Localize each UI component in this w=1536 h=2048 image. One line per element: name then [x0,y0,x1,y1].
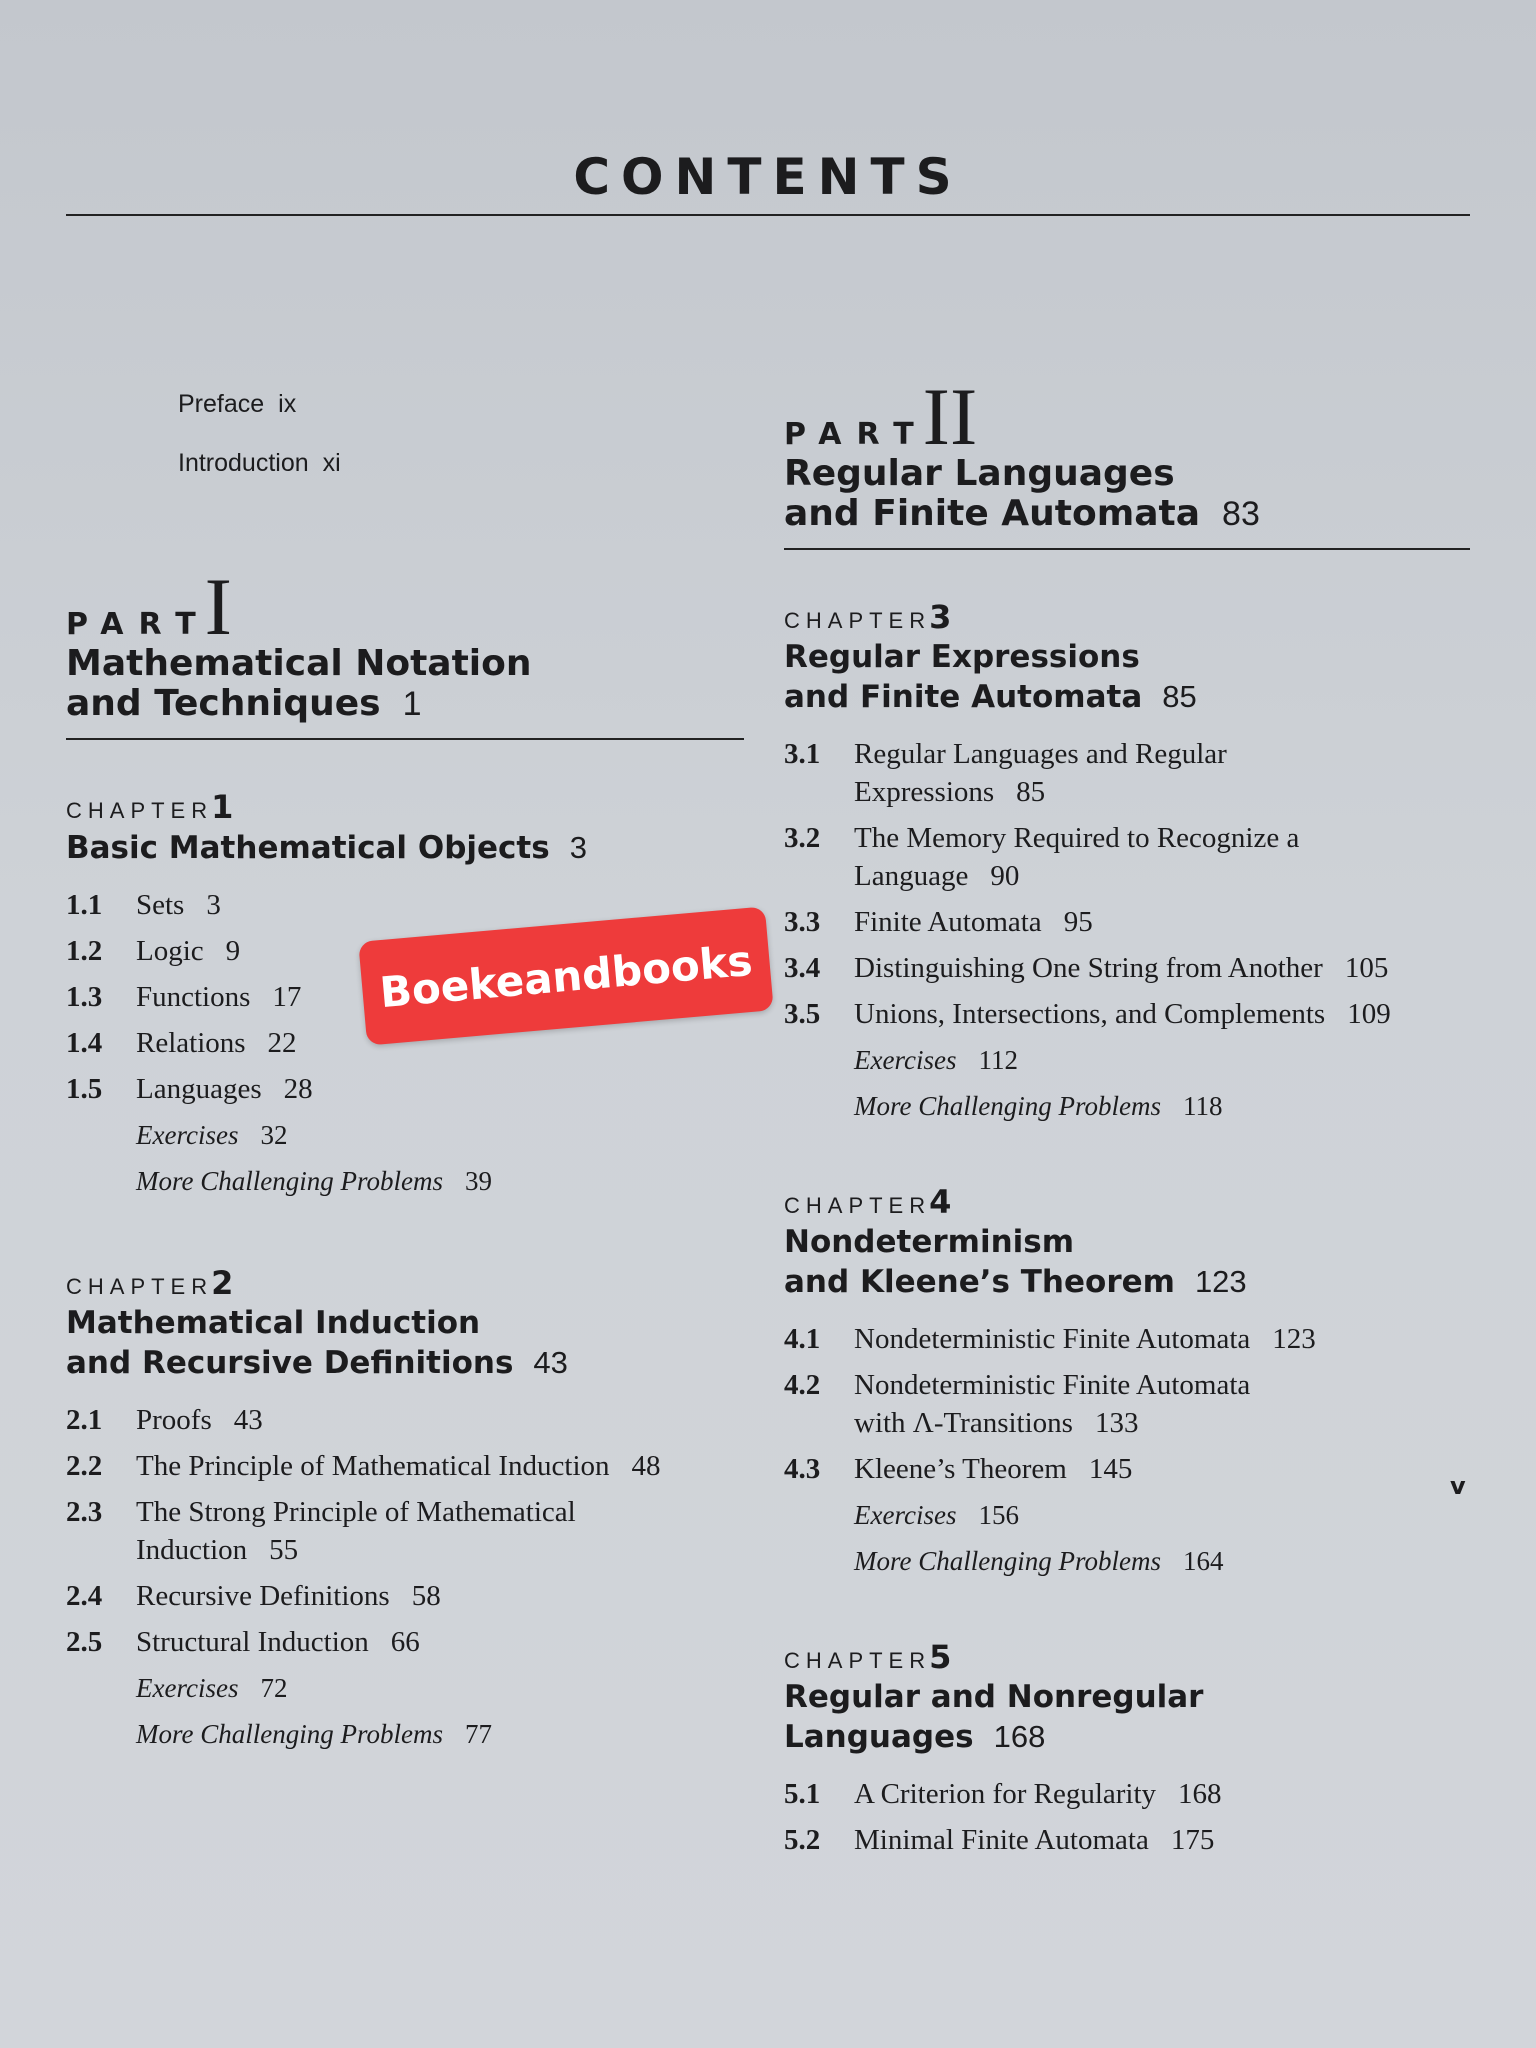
toc-challenging-problems[interactable]: More Challenging Problems 164 [854,1546,1224,1576]
toc-entry[interactable]: 4.3 Kleene’s Theorem 145 [784,1453,1133,1485]
toc-entry[interactable]: 3.1 Regular Languages and Regular Expressions 85 [784,738,1227,808]
part-ii-numeral: II [922,371,978,462]
chapter-4-label: CHAPTER 4 [784,1183,952,1221]
toc-entry[interactable]: 5.2 Minimal Finite Automata 175 [784,1824,1215,1856]
page-title: CONTENTS [573,148,963,206]
toc-entry[interactable]: 1.2 Logic 9 [66,935,241,967]
toc-entry[interactable]: 2.1 Proofs 43 [66,1404,263,1436]
toc-entry[interactable]: 3.4 Distinguishing One String from Another 105 [784,952,1389,984]
toc-challenging-problems[interactable]: More Challenging Problems 118 [854,1091,1223,1121]
part-i-rule [66,738,744,740]
toc-entry[interactable]: 1.3 Functions 17 [66,981,302,1013]
chapter-3-title[interactable]: Regular Expressions and Finite Automata 85 [784,639,1197,715]
toc-entry[interactable]: 3.3 Finite Automata 95 [784,906,1093,938]
chapter-3 [784,598,1474,1125]
right-column [784,371,1474,1903]
toc-entry[interactable]: 2.3 The Strong Principle of Mathematical Induction 55 [66,1496,576,1566]
toc-entry[interactable]: 4.2 Nondeterministic Finite Automata with Λ-Transitions 133 [784,1369,1251,1439]
chapter-2-label: CHAPTER 2 [66,1264,234,1302]
chapter-4 [784,1183,1474,1580]
chapter-5 [784,1638,1474,1859]
toc-challenging-problems[interactable]: More Challenging Problems 39 [136,1166,492,1196]
toc-entry[interactable]: 2.2 The Principle of Mathematical Induction 48 [66,1450,661,1482]
toc-entry[interactable]: 3.2 The Memory Required to Recognize a Language 90 [784,822,1300,892]
toc-introduction[interactable]: Introduction xi [178,449,341,477]
left-column [66,390,756,1797]
part-ii-label: PART II [784,371,978,462]
toc-challenging-problems[interactable]: More Challenging Problems 77 [136,1719,492,1749]
toc-entry[interactable]: 5.1 A Criterion for Regularity 168 [784,1778,1222,1810]
toc-entry[interactable]: 2.4 Recursive Definitions 58 [66,1580,441,1612]
toc-entry[interactable]: 1.5 Languages 28 [66,1073,313,1105]
chapter-2-title[interactable]: Mathematical Induction and Recursive Definitions 43 [66,1305,568,1381]
toc-exercises[interactable]: Exercises 112 [854,1045,1018,1075]
toc-entry[interactable]: 1.4 Relations 22 [66,1027,297,1059]
chapter-5-title[interactable]: Regular and Nonregular Languages 168 [784,1679,1204,1755]
page-number: v [1450,1472,1466,1500]
part-i-title[interactable]: Mathematical Notation and Techniques 1 [66,643,532,724]
toc-entry[interactable]: 4.1 Nondeterministic Finite Automata 123 [784,1323,1316,1355]
part-ii-rule [784,548,1470,550]
chapter-4-title[interactable]: Nondeterminism and Kleene’s Theorem 123 [784,1224,1247,1300]
toc-exercises[interactable]: Exercises 32 [136,1120,288,1150]
part-i-numeral: I [204,561,232,652]
watermark-badge: Boekeandbooks [358,906,774,1045]
chapter-3-label: CHAPTER 3 [784,598,952,636]
chapter-5-label: CHAPTER 5 [784,1638,952,1676]
chapter-1-title[interactable]: Basic Mathematical Objects 3 [66,830,587,866]
part-ii-title[interactable]: Regular Languages and Finite Automata 83 [784,453,1260,534]
chapter-2 [66,1264,756,1753]
title-rule [66,214,1470,216]
chapter-1-label: CHAPTER 1 [66,788,234,826]
part-i-label: PART I [66,561,232,652]
toc-entry[interactable]: 2.5 Structural Induction 66 [66,1626,420,1658]
toc-exercises[interactable]: Exercises 72 [136,1673,288,1703]
toc-entry[interactable]: 3.5 Unions, Intersections, and Complements 109 [784,998,1391,1030]
toc-entry[interactable]: 1.1 Sets 3 [66,889,221,921]
toc-exercises[interactable]: Exercises 156 [854,1500,1019,1530]
toc-preface[interactable]: Preface ix [178,390,297,418]
